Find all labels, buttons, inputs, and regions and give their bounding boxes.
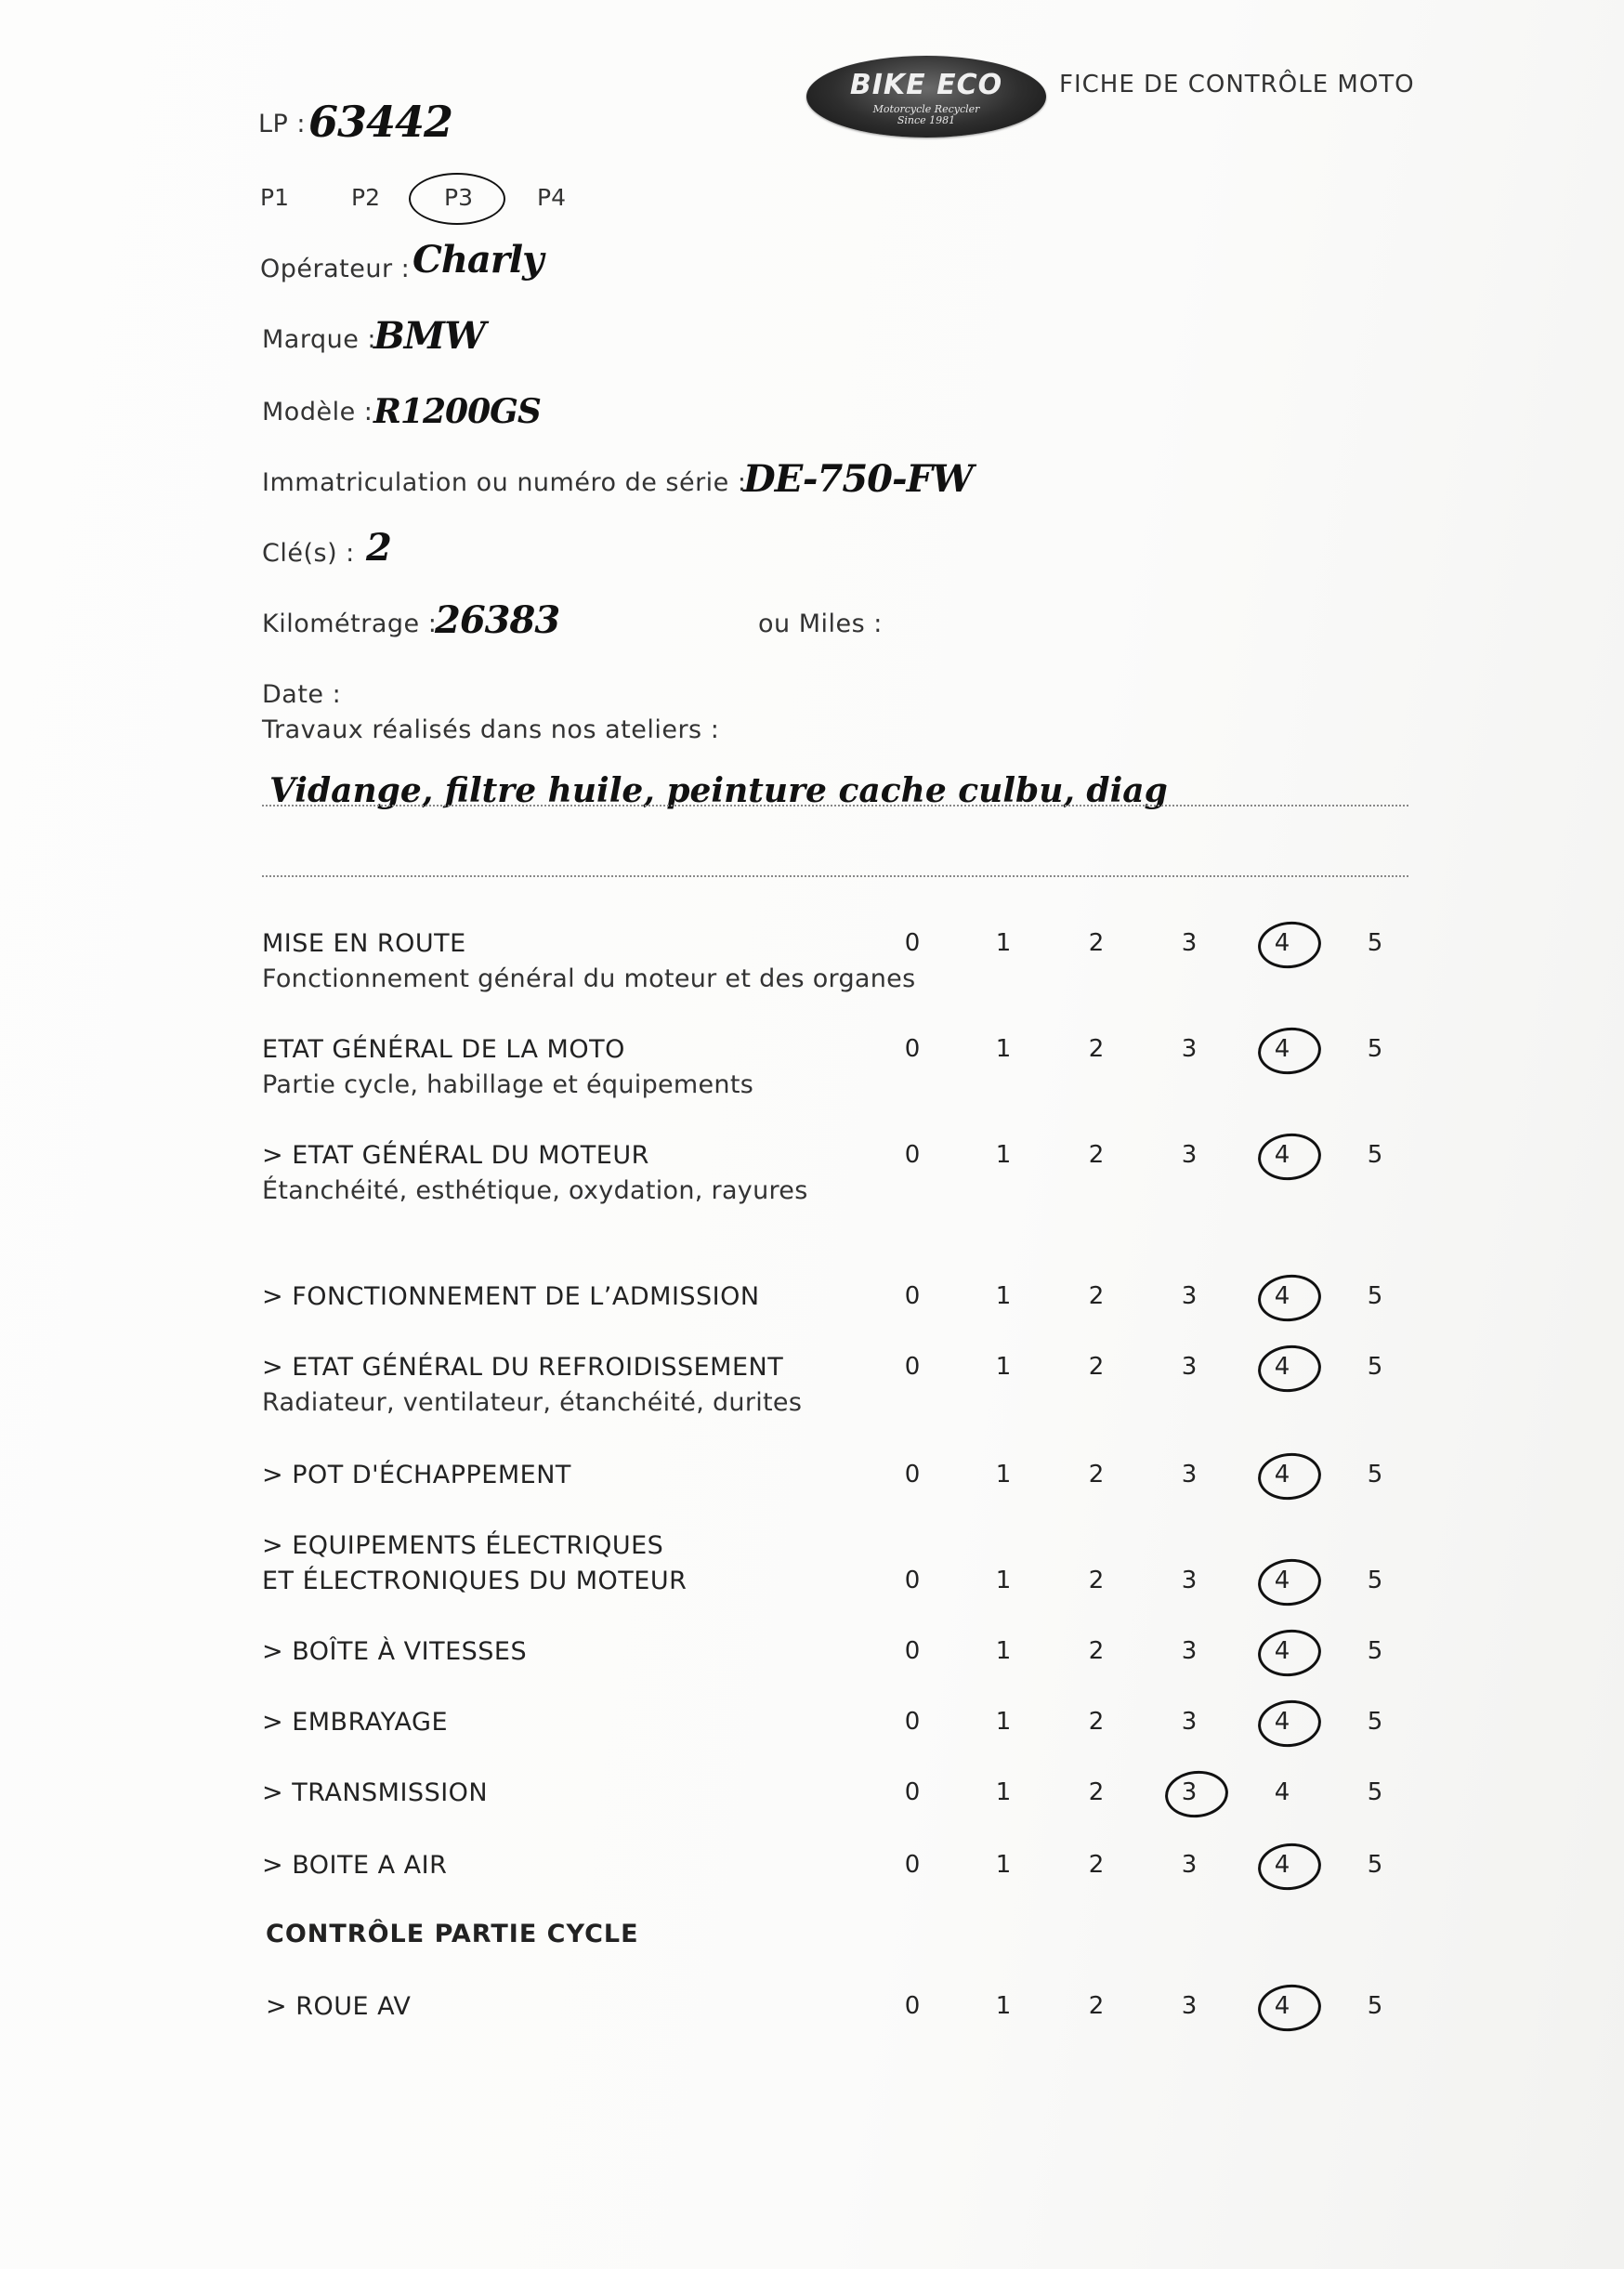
operator-label: Opérateur : <box>260 255 411 283</box>
score-option-4[interactable]: 4 <box>1254 1461 1310 1489</box>
score-option-3[interactable]: 3 <box>1181 1353 1198 1381</box>
criterion-title: > ROUE AV <box>266 1992 412 2021</box>
score-option-0[interactable]: 0 <box>904 1141 921 1169</box>
priority-p1[interactable]: P1 <box>260 184 289 211</box>
score-option-1[interactable]: 1 <box>995 1708 1012 1736</box>
score-option-1[interactable]: 1 <box>995 1567 1012 1594</box>
brand-value[interactable]: BMW <box>373 314 486 358</box>
works-line-2 <box>262 875 1408 877</box>
score-option-0[interactable]: 0 <box>904 1992 921 2020</box>
score-option-1[interactable]: 1 <box>995 1851 1012 1879</box>
score-option-4[interactable]: 4 <box>1274 1778 1290 1806</box>
score-option-3[interactable]: 3 <box>1181 1567 1198 1594</box>
logo-subtitle <box>806 104 1046 126</box>
logo-text: BIKE ECO <box>849 69 1003 101</box>
score-option-2[interactable]: 2 <box>1088 1851 1105 1879</box>
score-option-5[interactable]: 5 <box>1367 1035 1383 1063</box>
works-label: Travaux réalisés dans nos ateliers : <box>262 715 720 744</box>
criterion-title: > POT D'ÉCHAPPEMENT <box>262 1461 571 1489</box>
score-option-3[interactable]: 3 <box>1181 929 1198 957</box>
score-option-0[interactable]: 0 <box>904 929 921 957</box>
score-option-5[interactable]: 5 <box>1367 1851 1383 1879</box>
works-line-1 <box>262 805 1408 807</box>
score-option-1[interactable]: 1 <box>995 1141 1012 1169</box>
criterion-title: ETAT GÉNÉRAL DE LA MOTO <box>262 1035 625 1064</box>
criterion-title: > EMBRAYAGE <box>262 1708 448 1737</box>
score-option-1[interactable]: 1 <box>995 929 1012 957</box>
score-option-2[interactable]: 2 <box>1088 1637 1105 1665</box>
score-option-0[interactable]: 0 <box>904 1637 921 1665</box>
score-option-4[interactable]: 4 <box>1254 1353 1310 1381</box>
score-option-3[interactable]: 3 <box>1181 1992 1198 2020</box>
model-value[interactable]: R1200GS <box>373 392 541 431</box>
priority-p2[interactable]: P2 <box>351 184 380 211</box>
works-value[interactable]: Vidange, filtre huile, peinture cache culbu, diag <box>269 771 1168 810</box>
score-option-2[interactable]: 2 <box>1088 1992 1105 2020</box>
criterion-title: > TRANSMISSION <box>262 1778 489 1807</box>
score-option-0[interactable]: 0 <box>904 1778 921 1806</box>
score-option-4[interactable]: 4 <box>1254 1141 1310 1169</box>
registration-label: Immatriculation ou numéro de série : <box>262 468 747 497</box>
keys-value[interactable]: 2 <box>366 526 391 570</box>
score-option-0[interactable]: 0 <box>904 1567 921 1594</box>
score-option-3[interactable]: 3 <box>1181 1851 1198 1879</box>
score-option-4[interactable]: 4 <box>1254 1851 1310 1879</box>
criterion-title: > EQUIPEMENTS ÉLECTRIQUES <box>262 1531 664 1560</box>
criterion-subtitle: Radiateur, ventilateur, étanchéité, durites <box>262 1388 803 1417</box>
score-option-3[interactable]: 3 <box>1181 1637 1198 1665</box>
score-option-2[interactable]: 2 <box>1088 1353 1105 1381</box>
score-option-5[interactable]: 5 <box>1367 1282 1383 1310</box>
criterion-title: MISE EN ROUTE <box>262 929 466 958</box>
bike-eco-logo <box>806 56 1046 138</box>
model-label: Modèle : <box>262 398 373 426</box>
criterion-title: > ETAT GÉNÉRAL DU MOTEUR <box>262 1141 649 1170</box>
logo-subtitle-line2: Since 1981 <box>897 114 956 126</box>
score-option-4[interactable]: 4 <box>1254 1035 1310 1063</box>
score-option-2[interactable]: 2 <box>1088 1035 1105 1063</box>
score-option-5[interactable]: 5 <box>1367 1567 1383 1594</box>
operator-value[interactable]: Charly <box>413 238 544 282</box>
score-option-1[interactable]: 1 <box>995 1992 1012 2020</box>
score-option-3[interactable]: 3 <box>1181 1035 1198 1063</box>
date-label: Date : <box>262 680 342 709</box>
score-option-4[interactable]: 4 <box>1254 1567 1310 1594</box>
score-option-5[interactable]: 5 <box>1367 1637 1383 1665</box>
priority-p3[interactable]: P3 <box>444 184 473 211</box>
score-option-3[interactable]: 3 <box>1181 1141 1198 1169</box>
criterion-title-line2: ET ÉLECTRONIQUES DU MOTEUR <box>262 1567 688 1595</box>
score-option-0[interactable]: 0 <box>904 1282 921 1310</box>
keys-label: Clé(s) : <box>262 539 355 568</box>
score-option-4[interactable]: 4 <box>1254 1708 1310 1736</box>
score-option-0[interactable]: 0 <box>904 1035 921 1063</box>
score-option-2[interactable]: 2 <box>1088 1461 1105 1489</box>
criterion-title: > BOÎTE À VITESSES <box>262 1637 528 1666</box>
score-option-2[interactable]: 2 <box>1088 1141 1105 1169</box>
score-option-0[interactable]: 0 <box>904 1708 921 1736</box>
priority-selected-circle <box>409 173 505 225</box>
mileage-label: Kilométrage : <box>262 610 438 638</box>
score-option-5[interactable]: 5 <box>1367 1353 1383 1381</box>
score-option-3[interactable]: 3 <box>1181 1708 1198 1736</box>
form-title: FICHE DE CONTRÔLE MOTO <box>1059 71 1415 98</box>
lp-value[interactable]: 63442 <box>308 97 453 147</box>
score-option-2[interactable]: 2 <box>1088 1282 1105 1310</box>
score-option-4[interactable]: 4 <box>1254 1282 1310 1310</box>
section-title-cycle: CONTRÔLE PARTIE CYCLE <box>266 1920 639 1948</box>
mileage-value[interactable]: 26383 <box>435 598 560 642</box>
score-option-5[interactable]: 5 <box>1367 1461 1383 1489</box>
score-option-5[interactable]: 5 <box>1367 1992 1383 2020</box>
score-option-5[interactable]: 5 <box>1367 1708 1383 1736</box>
score-option-2[interactable]: 2 <box>1088 929 1105 957</box>
registration-value[interactable]: DE-750-FW <box>743 457 973 501</box>
score-option-1[interactable]: 1 <box>995 1637 1012 1665</box>
score-option-2[interactable]: 2 <box>1088 1567 1105 1594</box>
score-option-2[interactable]: 2 <box>1088 1778 1105 1806</box>
criterion-title: > ETAT GÉNÉRAL DU REFROIDISSEMENT <box>262 1353 784 1382</box>
score-option-1[interactable]: 1 <box>995 1282 1012 1310</box>
logo-subtitle-line1: Motorcycle Recycler <box>872 103 980 115</box>
score-option-1[interactable]: 1 <box>995 1778 1012 1806</box>
score-option-1[interactable]: 1 <box>995 1461 1012 1489</box>
score-option-4[interactable]: 4 <box>1254 1637 1310 1665</box>
criterion-subtitle: Étanchéité, esthétique, oxydation, rayures <box>262 1176 808 1205</box>
score-option-5[interactable]: 5 <box>1367 1141 1383 1169</box>
brand-label: Marque : <box>262 325 377 354</box>
miles-label: ou Miles : <box>758 610 883 638</box>
criterion-title: > FONCTIONNEMENT DE L’ADMISSION <box>262 1282 760 1311</box>
criterion-subtitle: Fonctionnement général du moteur et des organes <box>262 964 916 993</box>
criterion-subtitle: Partie cycle, habillage et équipements <box>262 1070 754 1099</box>
score-option-1[interactable]: 1 <box>995 1035 1012 1063</box>
score-option-0[interactable]: 0 <box>904 1851 921 1879</box>
score-option-5[interactable]: 5 <box>1367 929 1383 957</box>
score-option-4[interactable]: 4 <box>1254 1992 1310 2020</box>
lp-label: LP : <box>258 110 307 138</box>
score-option-1[interactable]: 1 <box>995 1353 1012 1381</box>
score-option-4[interactable]: 4 <box>1254 929 1310 957</box>
score-option-5[interactable]: 5 <box>1367 1778 1383 1806</box>
priority-p4[interactable]: P4 <box>537 184 566 211</box>
score-option-2[interactable]: 2 <box>1088 1708 1105 1736</box>
score-option-3[interactable]: 3 <box>1161 1778 1217 1806</box>
score-option-0[interactable]: 0 <box>904 1353 921 1381</box>
criterion-title: > BOITE A AIR <box>262 1851 448 1880</box>
score-option-3[interactable]: 3 <box>1181 1282 1198 1310</box>
score-option-3[interactable]: 3 <box>1181 1461 1198 1489</box>
score-option-0[interactable]: 0 <box>904 1461 921 1489</box>
